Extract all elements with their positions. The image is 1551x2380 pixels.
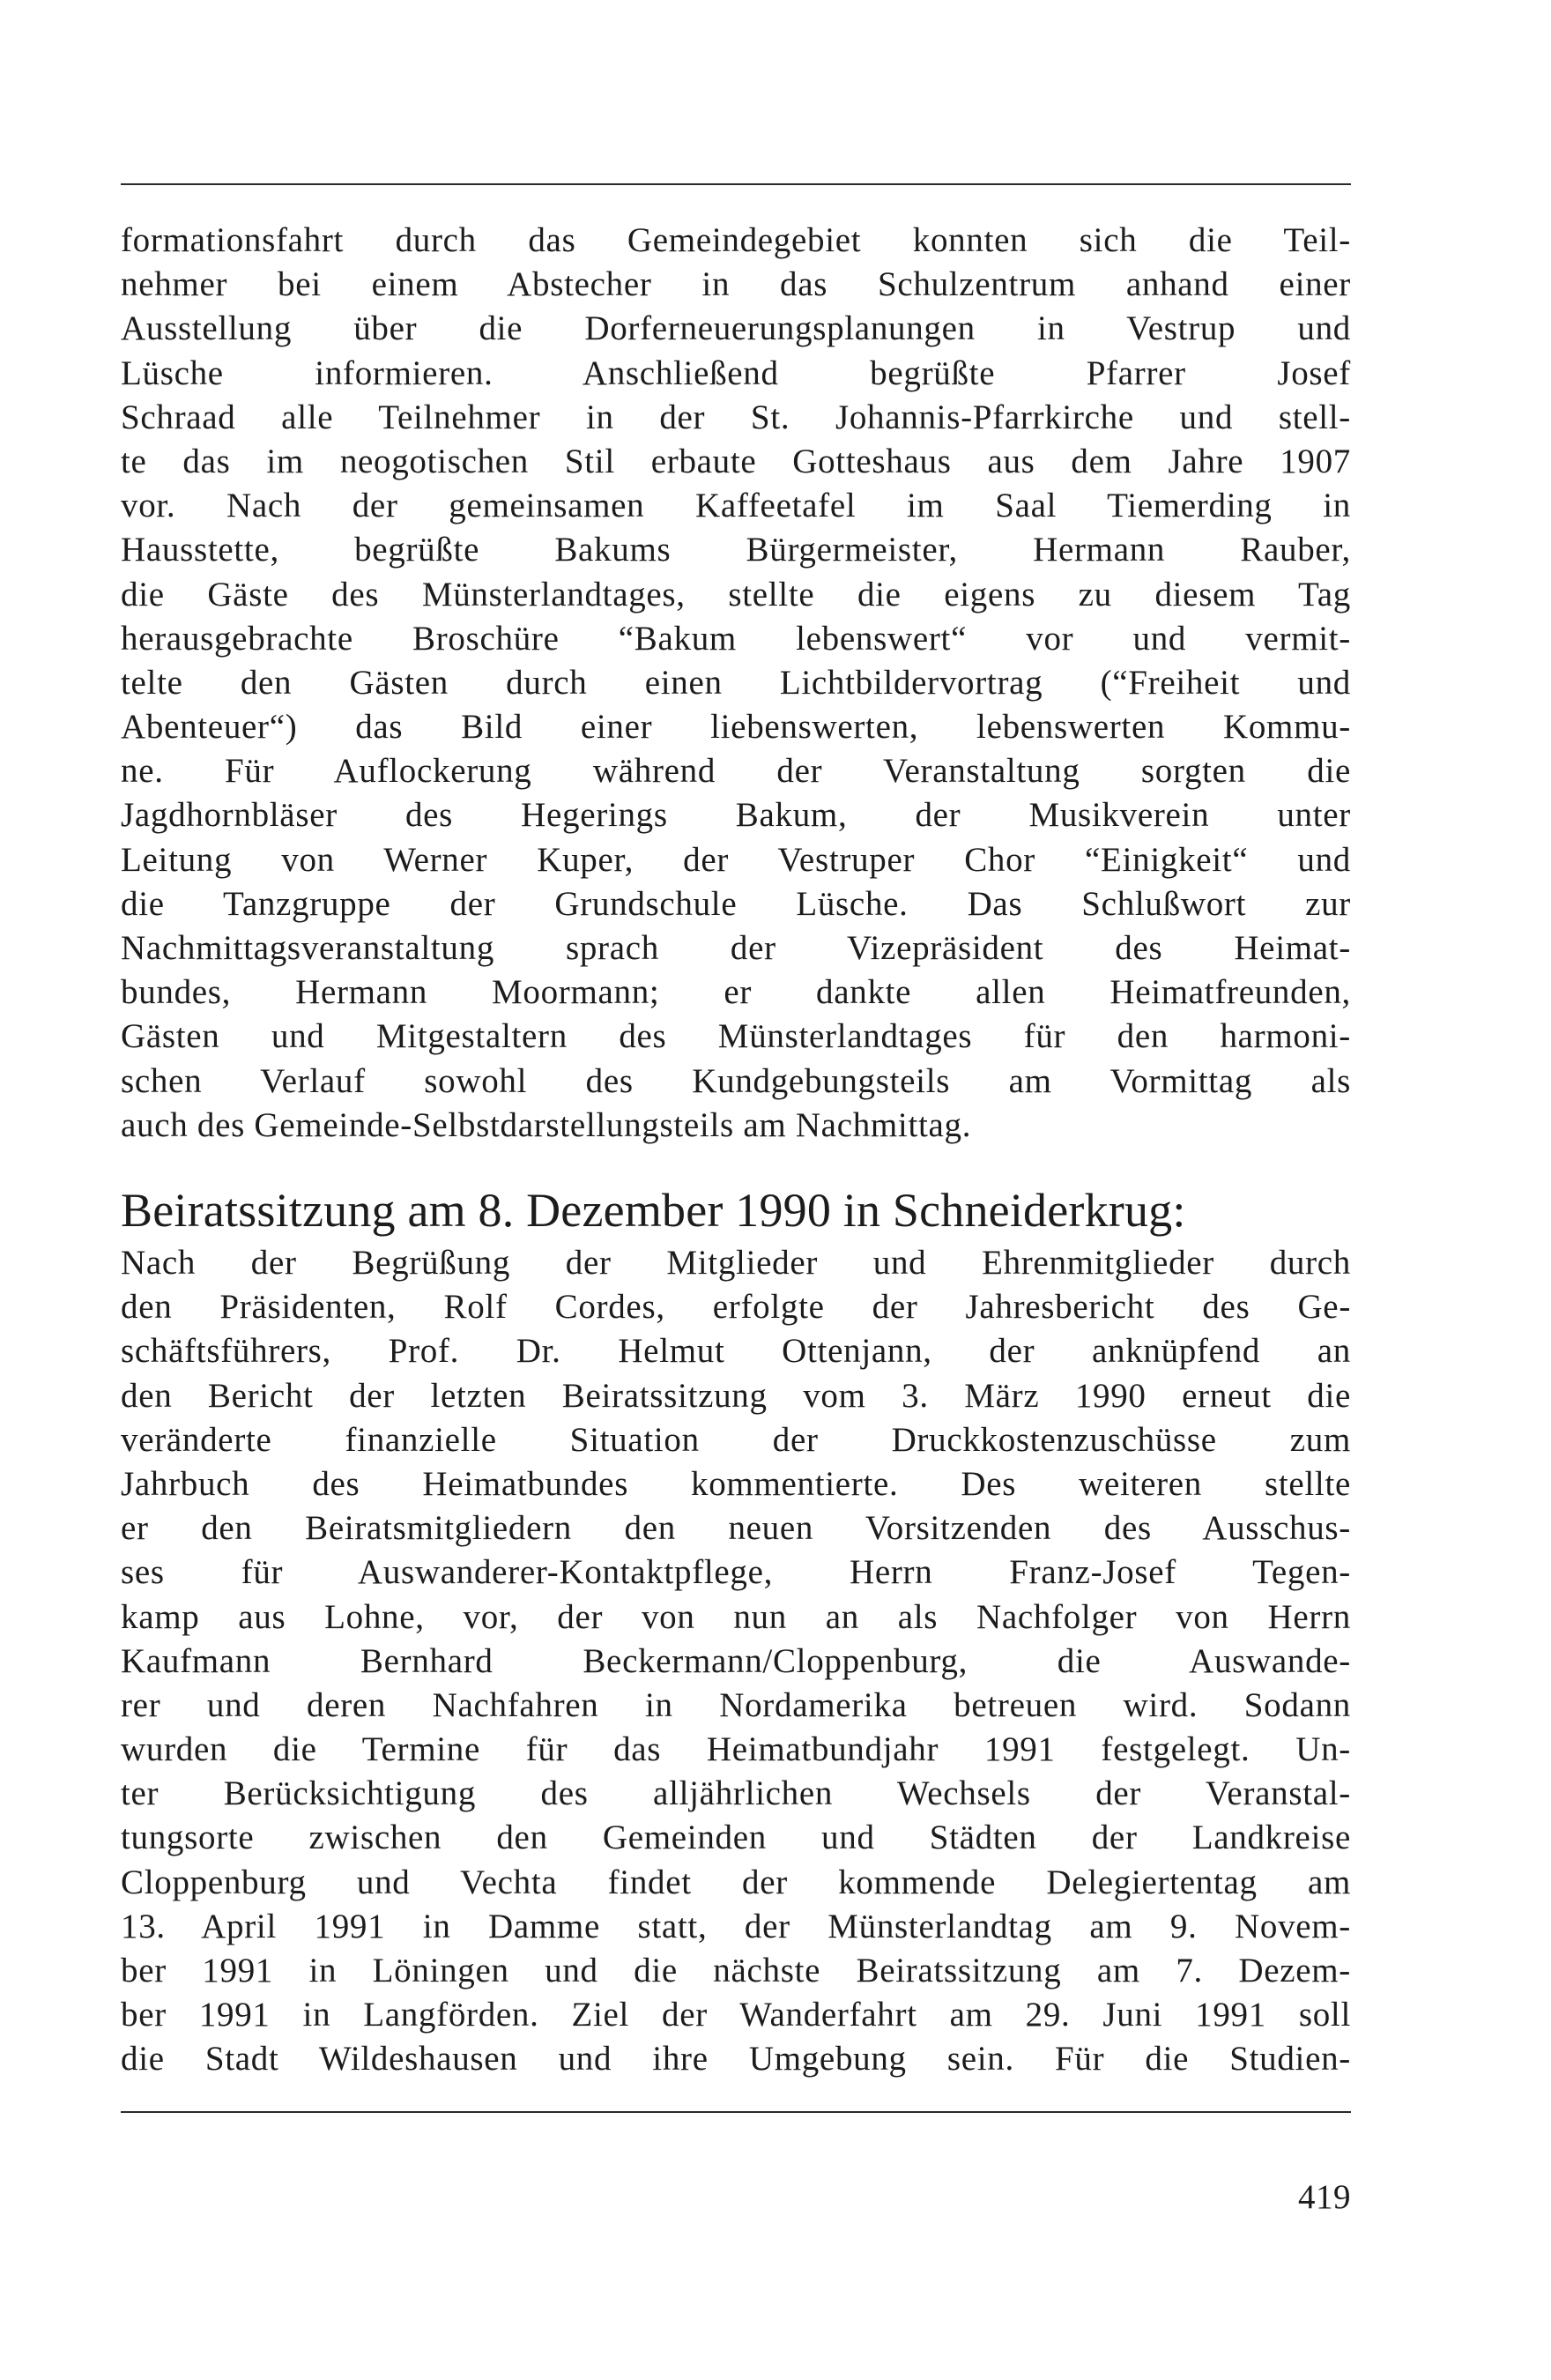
- text-line: veränderte finanzielle Situation der Druckkostenzuschüsse zum: [121, 1420, 1351, 1459]
- text-line: ses für Auswanderer-Kontaktpflege, Herrn Franz-Josef Tegen-: [121, 1553, 1351, 1592]
- text-line: herausgebrachte Broschüre “Bakum lebenswert“ vor und vermit-: [121, 619, 1351, 658]
- page-number: 419: [1298, 2178, 1351, 2216]
- text-line: auch des Gemeinde-Selbstdarstellungsteils am Nachmittag.: [121, 1105, 972, 1144]
- text-line: Schraad alle Teilnehmer in der St. Johannis-Pfarrkirche und stell-: [121, 398, 1351, 436]
- text-line: kamp aus Lohne, vor, der von nun an als Nachfolger von Herrn: [121, 1597, 1351, 1636]
- text-line: tungsorte zwischen den Gemeinden und Städten der Landkreise: [121, 1818, 1351, 1857]
- text-line: Jahrbuch des Heimatbundes kommentierte. Des weiteren stellte: [121, 1464, 1351, 1503]
- text-line: vor. Nach der gemeinsamen Kaffeetafel im Saal Tiemerding in: [121, 487, 1351, 525]
- text-line: bundes, Hermann Moormann; er dankte allen Heimatfreunden,: [121, 973, 1351, 1012]
- text-line: Nach der Begrüßung der Mitglieder und Ehrenmitglieder durch: [121, 1244, 1351, 1282]
- section-heading: Beiratssitzung am 8. Dezember 1990 in Schneiderkrug:: [121, 1184, 1186, 1237]
- text-line: Lüsche informieren. Anschließend begrüßte Pfarrer Josef: [121, 353, 1351, 392]
- text-line: wurden die Termine für das Heimatbundjahr 1991 festgelegt. Un-: [121, 1730, 1351, 1769]
- text-line: den Bericht der letzten Beiratssitzung vom 3. März 1990 erneut die: [121, 1376, 1351, 1415]
- text-line: schen Verlauf sowohl des Kundgebungsteils am Vormittag als: [121, 1061, 1351, 1100]
- text-line: er den Beiratsmitgliedern den neuen Vorsitzenden des Ausschus-: [121, 1509, 1351, 1548]
- text-line: schäftsführers, Prof. Dr. Helmut Ottenjann, der anknüpfend an: [121, 1332, 1351, 1371]
- text-line: Hausstette, begrüßte Bakums Bürgermeister, Hermann Rauber,: [121, 531, 1351, 569]
- text-line: te das im neogotischen Stil erbaute Gotteshaus aus dem Jahre 1907: [121, 442, 1351, 480]
- text-line: ber 1991 in Löningen und die nächste Beiratssitzung am 7. Dezem-: [121, 1952, 1351, 1990]
- text-line: telte den Gästen durch einen Lichtbildervortrag (“Freiheit und: [121, 663, 1351, 702]
- text-line: rer und deren Nachfahren in Nordamerika betreuen wird. Sodann: [121, 1685, 1351, 1724]
- text-line: Jagdhornbläser des Hegerings Bakum, der Musikverein unter: [121, 796, 1351, 835]
- bottom-rule: [121, 2111, 1351, 2113]
- paragraph-beiratssitzung: [121, 1241, 1351, 2082]
- text-line: die Tanzgruppe der Grundschule Lüsche. Das Schlußwort zur: [121, 884, 1351, 923]
- text-line: Gästen und Mitgestaltern des Münsterlandtages für den harmoni-: [121, 1017, 1351, 1056]
- text-line: 13. April 1991 in Damme statt, der Münsterlandtag am 9. Novem-: [121, 1907, 1351, 1945]
- text-line: nehmer bei einem Abstecher in das Schulzentrum anhand einer: [121, 265, 1351, 304]
- text-line: Cloppenburg und Vechta findet der kommende Delegiertentag am: [121, 1863, 1351, 1901]
- text-line: Leitung von Werner Kuper, der Vestruper Chor “Einigkeit“ und: [121, 840, 1351, 879]
- text-line: die Gäste des Münsterlandtages, stellte die eigens zu diesem Tag: [121, 575, 1351, 614]
- text-line: ber 1991 in Langförden. Ziel der Wanderfahrt am 29. Juni 1991 soll: [121, 1996, 1351, 2034]
- text-line: Kaufmann Bernhard Beckermann/Cloppenburg, die Auswande-: [121, 1641, 1351, 1680]
- text-line: Nachmittagsveranstaltung sprach der Vizepräsident des Heimat-: [121, 929, 1351, 967]
- text-line: den Präsidenten, Rolf Cordes, erfolgte der Jahresbericht des Ge-: [121, 1288, 1351, 1327]
- top-rule: [121, 183, 1351, 185]
- text-line: formationsfahrt durch das Gemeindegebiet konnten sich die Teil-: [121, 221, 1351, 259]
- paragraph-continued: [121, 219, 1351, 1148]
- text-line: die Stadt Wildeshausen und ihre Umgebung sein. Für die Studien-: [121, 2040, 1351, 2079]
- text-line: Ausstellung über die Dorferneuerungsplanungen in Vestrup und: [121, 309, 1351, 348]
- text-line: ne. Für Auflockerung während der Veranstaltung sorgten die: [121, 752, 1351, 791]
- text-line: Abenteuer“) das Bild einer liebenswerten, lebenswerten Kommu-: [121, 708, 1351, 747]
- text-line: ter Berücksichtigung des alljährlichen Wechsels der Veranstal-: [121, 1774, 1351, 1813]
